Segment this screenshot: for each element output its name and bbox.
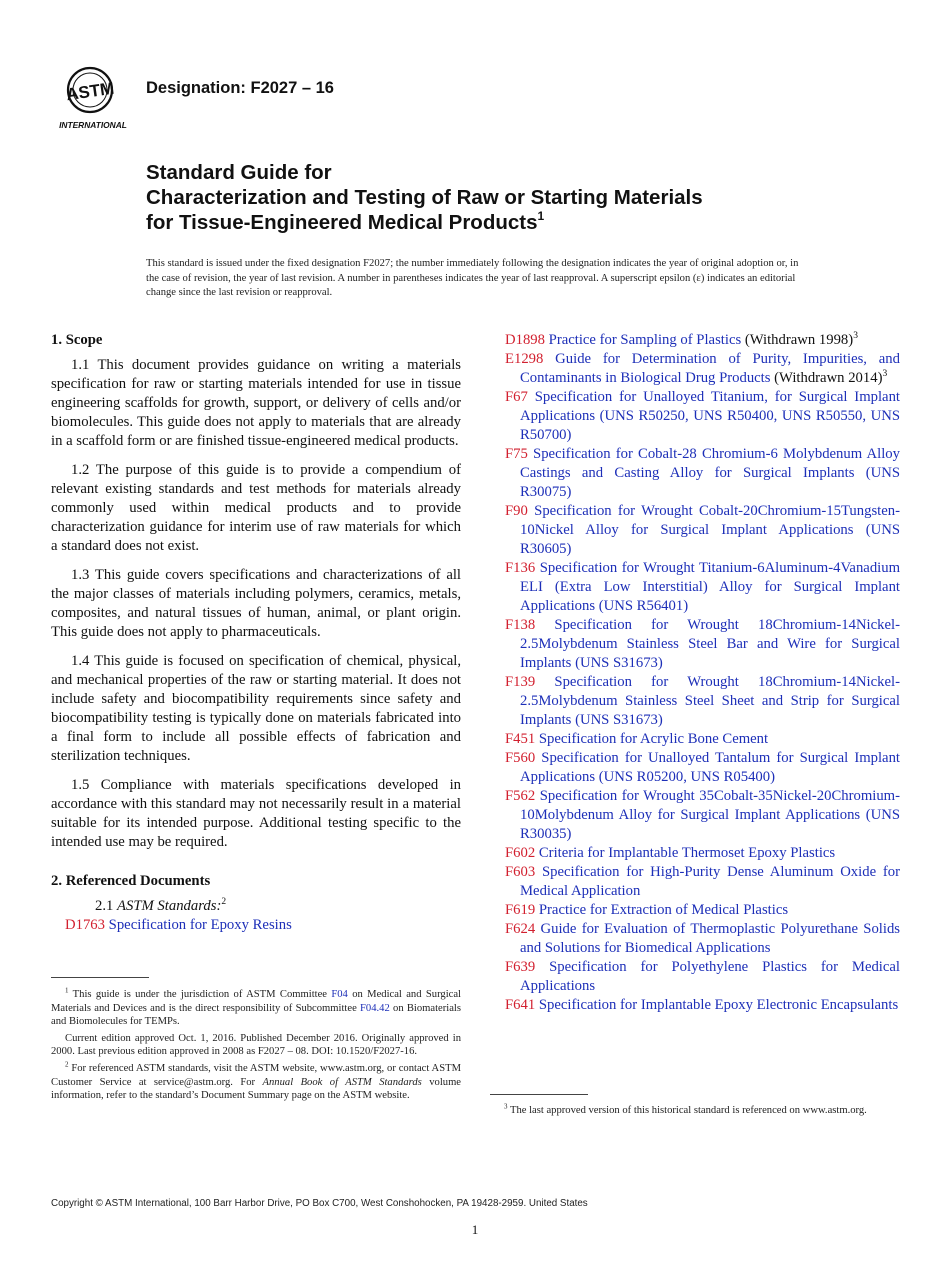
reference-entry [505, 863, 900, 901]
document-title [146, 160, 906, 235]
astm-standards-subheading [51, 897, 461, 916]
reference-entry [505, 996, 900, 1015]
reference-code-link[interactable]: F603 [505, 864, 536, 880]
title-footnote-mark: 1 [537, 209, 545, 224]
reference-list [505, 331, 900, 1015]
reference-code-link[interactable]: F639 [505, 959, 536, 975]
reference-title-link[interactable]: Specification for Implantable Epoxy Electronic Encapsulants [538, 997, 899, 1013]
reference-withdrawn-note: (Withdrawn 2014) [774, 370, 883, 386]
reference-title-link[interactable]: Specification for Wrought Titanium-6Aluminum-4Vanadium ELI (Extra Low Interstitial) Alloy for Surgical Implant Applications (UNS R56401) [520, 560, 901, 614]
title-line-3-text: for Tissue-Engineered Medical Products [146, 211, 538, 234]
reference-code-link[interactable]: F138 [505, 617, 536, 633]
reference-title-link[interactable]: Specification for Unalloyed Tantalum for Surgical Implant Applications (UNS R05200, UNS R05400) [520, 750, 901, 785]
reference-entry [505, 958, 900, 996]
reference-entry [505, 445, 900, 502]
reference-title-link[interactable]: Practice for Extraction of Medical Plastics [538, 902, 789, 918]
scope-paragraph: 1.2 The purpose of this guide is to provide a compendium of relevant existing standards and test methods for materials already commonly used within medical products and to provide characterization guidance for interim use of raw materials for which a standard does not exist. [51, 462, 461, 554]
footnote-text: on Biomaterials and Biomolecules for TEMPs. [51, 1002, 461, 1028]
title-line-3 [146, 210, 906, 235]
reference-code-link[interactable]: D1898 [505, 332, 545, 348]
reference-title-link[interactable]: Specification for Wrought 35Cobalt-35Nickel-20Chromium-10Molybdenum Alloy for Surgical Implant Applications (UNS R30035) [520, 788, 900, 842]
reference-code-link[interactable]: F136 [505, 560, 536, 576]
footnote-3 [490, 1104, 900, 1118]
sub-number: 2.1 [95, 898, 114, 914]
scope-paragraph: 1.3 This guide covers specifications and characterizations of all the major classes of materials including polymers, ceramics, metals, composites, and natural tissues of human, animal, or plant origin. This guide does not apply to pharmaceuticals. [51, 567, 461, 640]
footnote-mark: 2 [65, 1060, 69, 1069]
reference-footnote-mark: 3 [853, 331, 858, 342]
reference-entry [51, 916, 461, 935]
scope-paragraph: 1.1 This document provides guidance on writing a materials specification for raw or starting materials intended for use in tissue engineering scaffolds for growth, support, or delivery of cells and/or biomolecules. This guide does not apply to materials that are already in a scaffold form or are finished tissue-engineered medical products. [51, 357, 461, 449]
reference-entry [505, 730, 900, 749]
footnote-mark: 3 [504, 1102, 508, 1111]
reference-title-link[interactable]: Criteria for Implantable Thermoset Epoxy Plastics [538, 845, 836, 861]
footnote-italic: Annual Book of ASTM Standards [262, 1076, 422, 1088]
footnote-text: volume information, refer to the standard’s Document Summary page on the ASTM website. [51, 1076, 462, 1102]
reference-title-link[interactable]: Specification for Unalloyed Titanium, for Surgical Implant Applications (UNS R50250, UNS R50400, UNS R50550, UNS R50700) [520, 389, 900, 443]
designation: Designation: F2027 – 16 [146, 79, 334, 97]
left-column [51, 331, 461, 935]
reference-entry [505, 787, 900, 844]
right-column [505, 331, 900, 1015]
title-line-1: Standard Guide for [146, 161, 332, 184]
footnote-text: The last approved version of this historical standard is referenced on www.astm.org. [509, 1105, 867, 1116]
reference-entry [505, 844, 900, 863]
title-line-2: Characterization and Testing of Raw or Starting Materials [146, 186, 703, 209]
reference-entry [505, 673, 900, 730]
footnote-text: on Medical and Surgical Materials and Devices and is the direct responsibility of Subcommittee [51, 989, 461, 1014]
reference-title-link[interactable]: Specification for Wrought 18Chromium-14Nickel-2.5Molybdenum Stainless Steel Bar and Wire for Surgical Implants (UNS S31673) [520, 617, 900, 671]
footnote-1 [51, 988, 461, 1029]
sub-label: ASTM Standards: [117, 898, 222, 914]
reference-entry [505, 749, 900, 787]
reference-entry [505, 350, 900, 388]
reference-footnote-mark: 3 [882, 369, 888, 380]
section-heading-referenced: 2. Referenced Documents [51, 873, 211, 889]
committee-link[interactable]: F04 [331, 989, 348, 1000]
reference-code-link[interactable]: F139 [505, 674, 536, 690]
reference-code-link[interactable]: F90 [505, 503, 528, 519]
reference-entry [505, 559, 900, 616]
reference-title-link[interactable]: Guide for Determination of Purity, Impurities, and Contaminants in Biological Drug Products [520, 351, 900, 386]
logo-text: ASTM [65, 78, 116, 105]
page-number: 1 [471, 1222, 479, 1237]
reference-entry [505, 331, 900, 350]
reference-title-link[interactable]: Specification for Acrylic Bone Cement [538, 731, 769, 747]
reference-code-link[interactable]: F641 [505, 997, 536, 1013]
reference-title-link[interactable]: Specification for Cobalt-28 Chromium-6 Molybdenum Alloy Castings and Casting Alloy for Surgical Implants (UNS R30075) [520, 446, 900, 500]
reference-entry [505, 502, 900, 559]
footnote-2 [51, 1062, 461, 1103]
reference-code-link[interactable]: E1298 [505, 351, 544, 367]
reference-code-link[interactable]: F560 [505, 750, 536, 766]
reference-code-link[interactable]: F75 [505, 446, 528, 462]
footnote-rule [51, 977, 149, 978]
footnotes-right [490, 1104, 900, 1121]
footnote-rule [490, 1094, 588, 1095]
reference-withdrawn-note: (Withdrawn 1998) [744, 332, 854, 348]
reference-title-link[interactable]: Specification for Wrought Cobalt-20Chromium-15Tungsten-10Nickel Alloy for Surgical Implant Applications (UNS R30605) [520, 503, 901, 557]
reference-code-link[interactable]: F619 [505, 902, 536, 918]
footnotes-left [51, 988, 461, 1106]
section-heading-scope: 1. Scope [51, 332, 103, 348]
reference-code-link[interactable]: F451 [505, 731, 536, 747]
footnote-text: For referenced ASTM standards, visit the ASTM website, www.astm.org, or contact ASTM Customer Service at service@astm.org. For [51, 1062, 461, 1088]
reference-entry [505, 901, 900, 920]
logo-subtext: INTERNATIONAL [59, 120, 127, 130]
reference-title-link[interactable]: Specification for Polyethylene Plastics for Medical Applications [520, 959, 901, 994]
footnote-mark: 1 [65, 986, 69, 995]
reference-entry [505, 616, 900, 673]
reference-code-link[interactable]: D1763 [65, 917, 105, 933]
reference-title-link[interactable]: Specification for High-Purity Dense Aluminum Oxide for Medical Application [520, 864, 900, 899]
reference-entry [505, 920, 900, 958]
sub-footnote-mark: 2 [221, 897, 227, 908]
reference-code-link[interactable]: F624 [505, 921, 536, 937]
astm-logo [52, 62, 136, 132]
scope-paragraph: 1.4 This guide is focused on specification of chemical, physical, and mechanical properties of the raw or starting material. It does not include safety and biocompatibility requirements since safety and biocompatibility testing is typically done on materials fabricated into a final form to include all possible effects of fabrication and sterilization techniques. [51, 653, 461, 764]
issuance-notice: This standard is issued under the fixed designation F2027; the number immediately following the designation indicates the year of original adoption or, in the case of revision, the year of last revision. A number in parentheses indicates the year of last reapproval. A superscript epsilon (ε) indicates an editorial change since the last revision or reapproval. [146, 258, 799, 299]
edition-note: Current edition approved Oct. 1, 2016. Published December 2016. Originally approved in 2000. Last previous edition approved in 2008 as F2027 – 08. DOI: 10.1520/F2027-16. [51, 1032, 461, 1058]
reference-title-link[interactable]: Specification for Wrought 18Chromium-14Nickel-2.5Molybdenum Stainless Steel Sheet and Strip for Surgical Implants (UNS S31673) [520, 674, 900, 728]
copyright-notice: Copyright © ASTM International, 100 Barr Harbor Drive, PO Box C700, West Conshohocken, PA 19428-2959. United States [51, 1198, 588, 1209]
reference-title-link[interactable]: Practice for Sampling of Plastics [548, 332, 742, 348]
subcommittee-link[interactable]: F04.42 [360, 1002, 390, 1014]
footnote-text: This guide is under the jurisdiction of ASTM Committee [72, 989, 327, 1000]
reference-code-link[interactable]: F562 [505, 788, 536, 804]
reference-title-link[interactable]: Guide for Evaluation of Thermoplastic Polyurethane Solids and Solutions for Biomedical Applications [520, 921, 901, 956]
reference-code-link[interactable]: F67 [505, 389, 528, 405]
reference-code-link[interactable]: F602 [505, 845, 536, 861]
reference-entry [505, 388, 900, 445]
reference-title-link[interactable]: Specification for Epoxy Resins [108, 917, 292, 933]
scope-paragraph: 1.5 Compliance with materials specifications developed in accordance with this standard may not necessarily result in a material suitable for its intended purpose. Additional testing specific to the intended use may be required. [51, 777, 461, 850]
